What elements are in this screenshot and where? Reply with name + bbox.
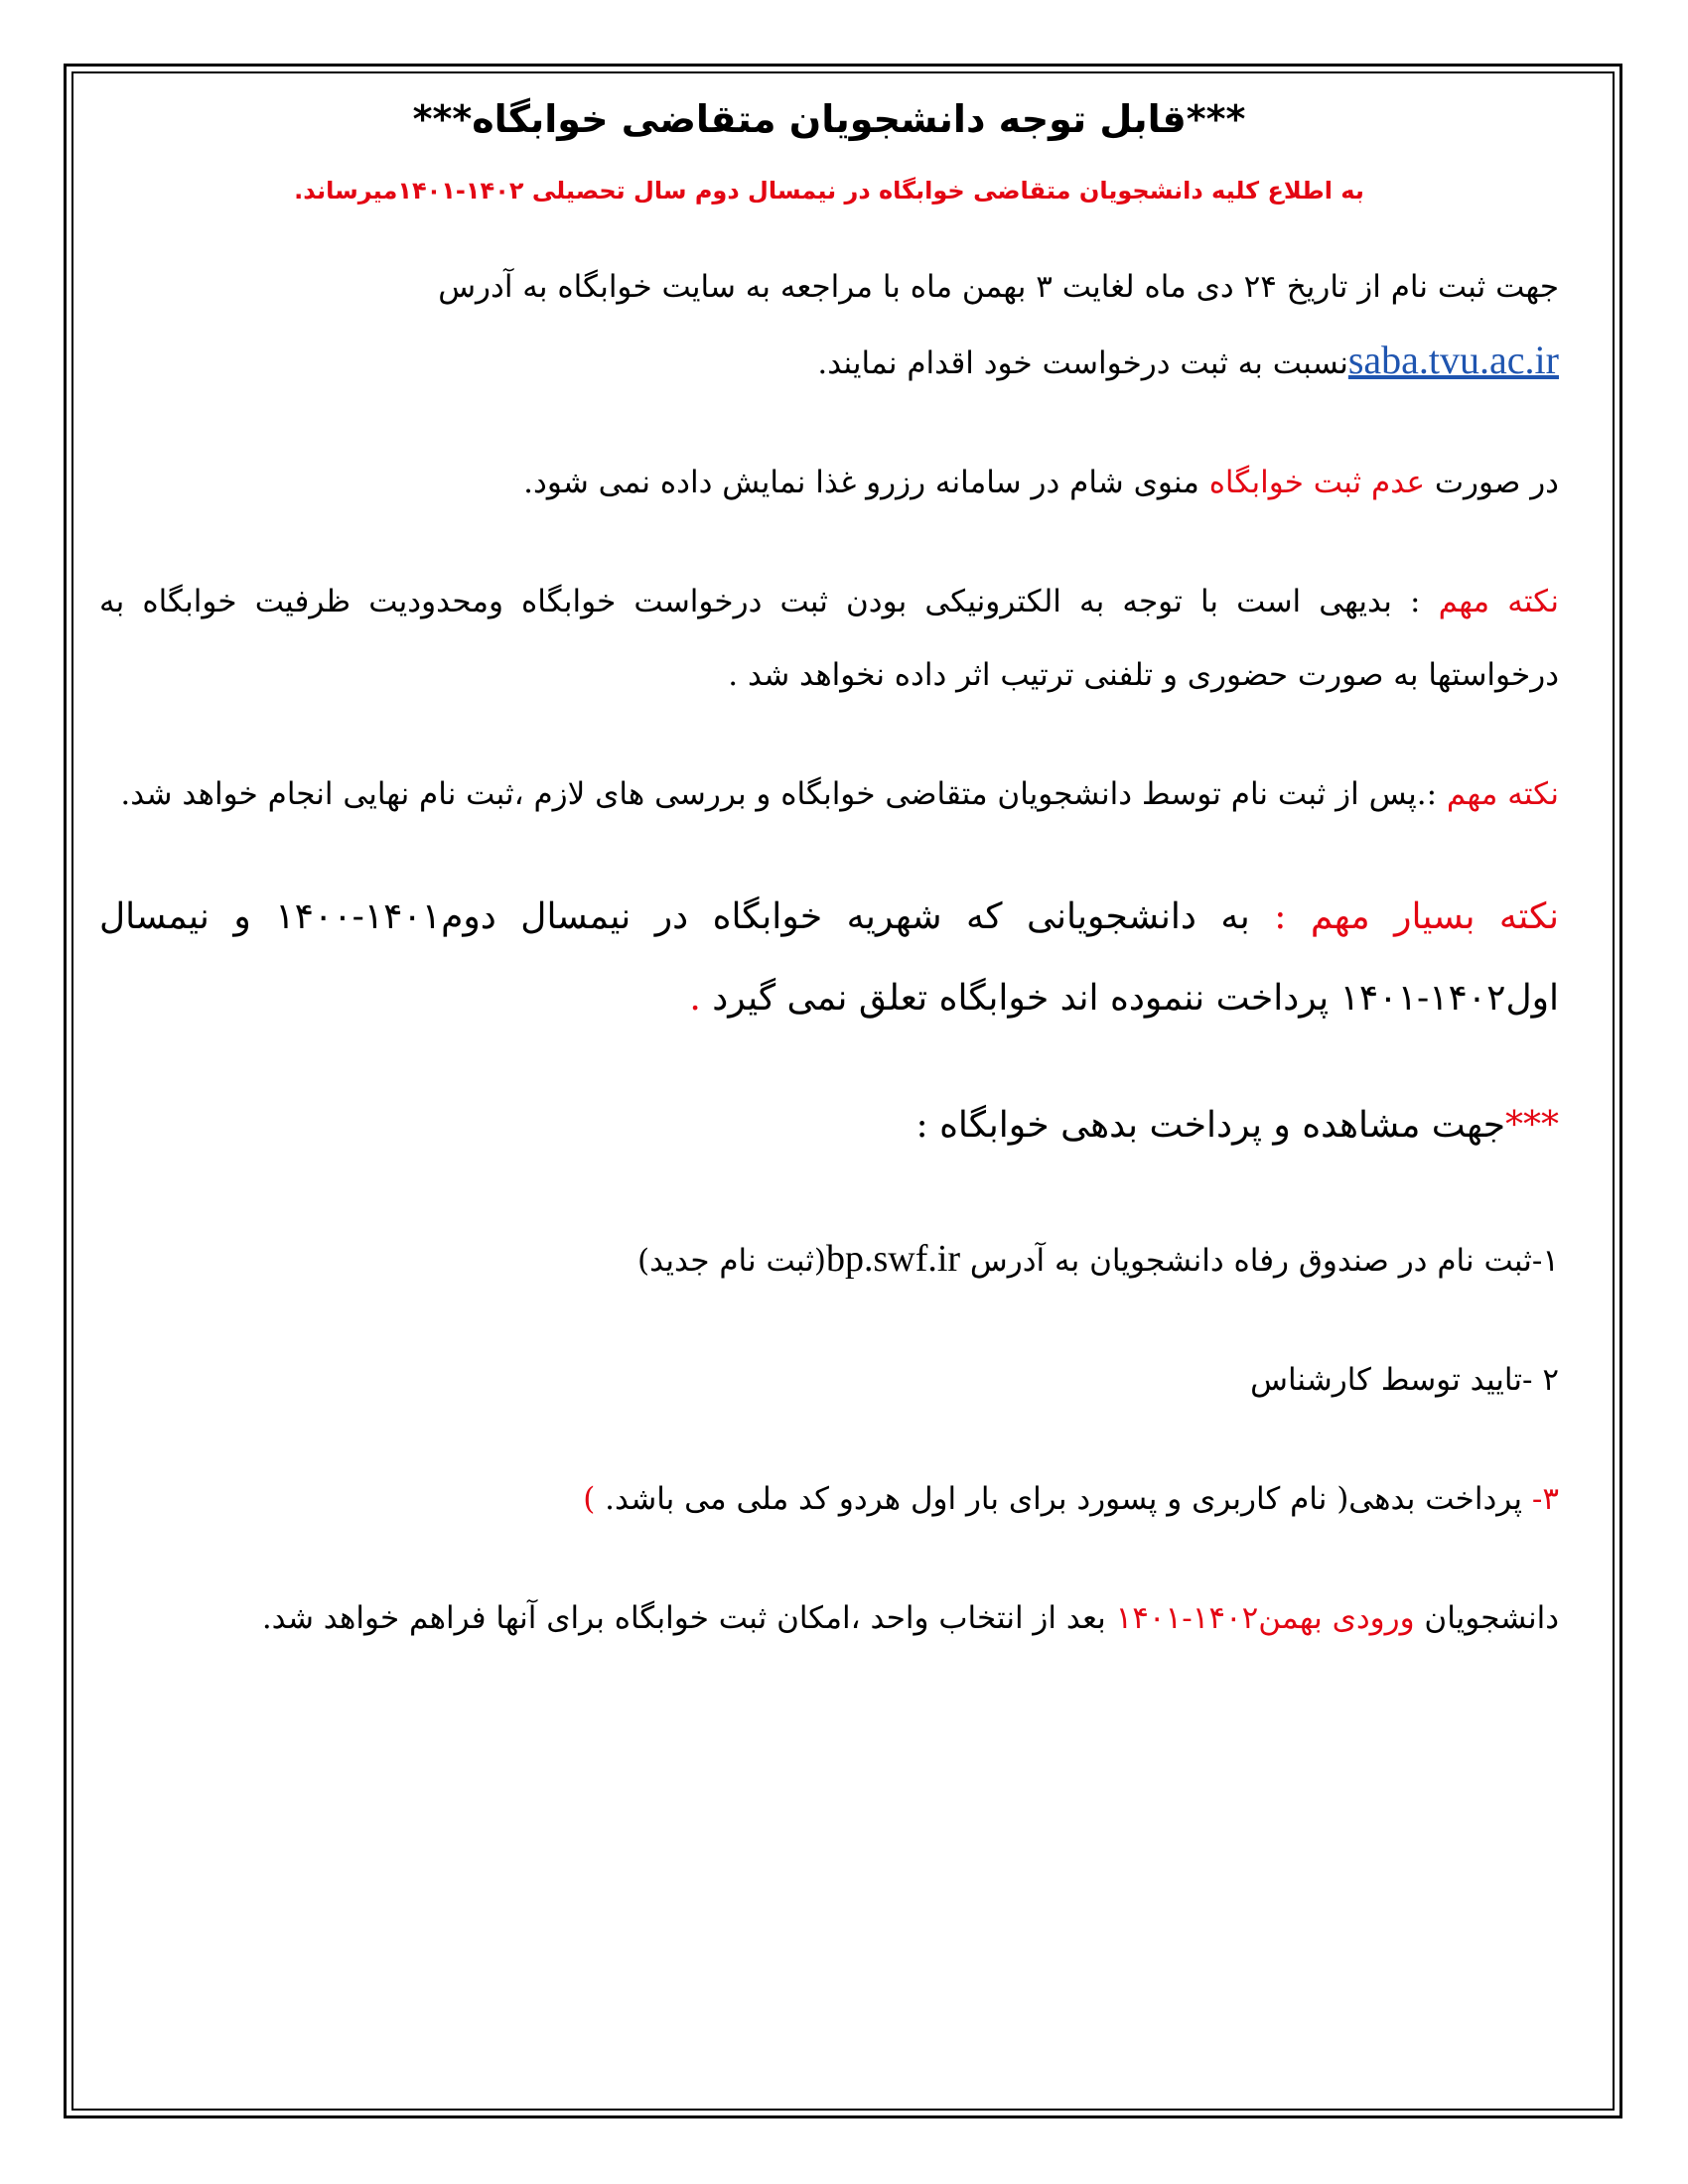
step-1 [99,1222,1559,1297]
note2-text: :.پس از ثبت نام توسط دانشجویان متقاضی خوابگاه و بررسی های لازم ،ثبت نام نهایی انجام خواهد شد. [120,776,1447,812]
document-body [99,89,1559,1655]
registration-line1: جهت ثبت نام از تاریخ ۲۴ دی ماه لغایت ۳ بهمن ماه با مراجعه به سایت خوابگاه به آدرس [438,269,1559,305]
new-students-prefix: دانشجویان [1414,1600,1559,1636]
debt-heading-stars: *** [1505,1105,1559,1146]
meal-notice-prefix: در صورت [1425,465,1559,500]
step3-end: ) [583,1481,606,1517]
step3-number: ۳- [1531,1481,1559,1517]
note3-end: . [689,978,713,1019]
meal-notice [99,446,1559,519]
important-note-2 [99,757,1559,831]
note3-label: نکته بسیار مهم [1310,896,1559,937]
note3-colon: : [1249,896,1311,937]
new-students-notice [99,1581,1559,1655]
new-students-suffix: بعد از انتخاب واحد ،امکان ثبت خوابگاه برای آنها فراهم خواهد شد. [261,1600,1116,1636]
step3-text: پرداخت بدهی( نام کاربری و پسورد برای بار اول هردو کد ملی می باشد. [605,1481,1532,1517]
note1-label: نکته مهم [1438,584,1559,619]
note1-text: : بدیهی است با توجه به الکترونیکی بودن ثبت درخواست خوابگاه ومحدودیت ظرفیت خوابگاه به درخواستها به صورت حضوری و تلفنی ترتیب اثر داده نخواهد شد . [99,584,1559,693]
registration-line2: نسبت به ثبت درخواست خود اقدام نمایند. [817,345,1348,381]
important-note-1 [99,565,1559,712]
very-important-note [99,877,1559,1039]
step-2: ۲ -تایید توسط کارشناس [1250,1362,1559,1398]
step1-prefix: ۱-ثبت نام در صندوق رفاه دانشجویان به آدرس [960,1243,1559,1279]
step-3 [99,1462,1559,1536]
dorm-site-link[interactable]: saba.tvu.ac.ir [1347,338,1559,382]
registration-paragraph [99,250,1559,400]
debt-heading-text: جهت مشاهده و پرداخت بدهی خوابگاه : [915,1105,1505,1146]
debt-heading [99,1085,1559,1166]
swf-site-link[interactable]: bp.swf.ir [825,1238,961,1280]
subtitle: به اطلاع کلیه دانشجویان متقاضی خوابگاه در نیمسال دوم سال تحصیلی ۱۴۰۲-۱۴۰۱میرساند. [294,177,1364,205]
page-title: ***قابل توجه دانشجویان متقاضی خوابگاه*** [412,97,1246,141]
step1-suffix: (ثبت نام جدید) [637,1243,826,1279]
note2-label: نکته مهم [1446,776,1559,812]
note3-text: به دانشجویانی که شهریه خوابگاه در نیمسال دوم۱۴۰۱-۱۴۰۰ و نیمسال اول۱۴۰۲-۱۴۰۱ پرداخت ننموده اند خوابگاه تعلق نمی گیرد [99,896,1559,1019]
meal-notice-highlight: عدم ثبت خوابگاه [1208,465,1426,500]
new-students-highlight: ورودی بهمن۱۴۰۲-۱۴۰۱ [1115,1600,1415,1636]
meal-notice-suffix: منوی شام در سامانه رزرو غذا نمایش داده نمی شود. [523,465,1209,500]
